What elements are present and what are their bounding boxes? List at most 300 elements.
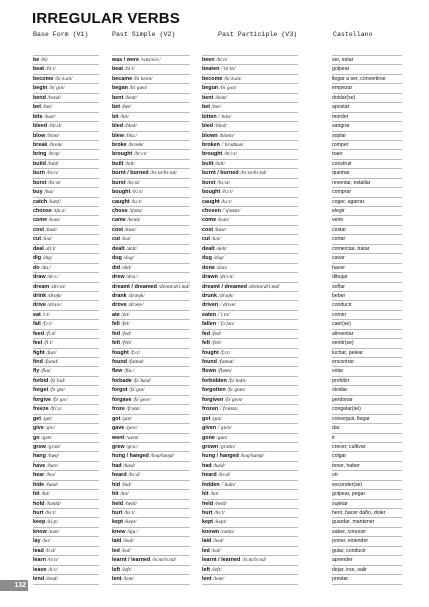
verb-cell-v3 bbox=[202, 141, 298, 150]
verb-cell-v3 bbox=[202, 377, 298, 386]
verb-cell-v2 bbox=[112, 500, 190, 509]
spanish-translation: ser, estar bbox=[332, 56, 402, 65]
phonetic-transcription: /dremt/driːmd/ bbox=[158, 283, 190, 290]
verb-form: caught bbox=[112, 198, 130, 205]
verb-form: bled bbox=[202, 123, 214, 130]
phonetic-transcription: /hɜːt/ bbox=[123, 510, 135, 516]
phonetic-transcription: /fel/ bbox=[121, 321, 130, 328]
verb-form: deal bbox=[33, 245, 44, 252]
spanish-translation: comer bbox=[332, 311, 402, 320]
phonetic-transcription: /fəˈbæd/ bbox=[133, 377, 151, 384]
verb-form: laid bbox=[202, 538, 212, 545]
verb-form: go bbox=[33, 434, 40, 441]
verb-cell-v3 bbox=[202, 273, 298, 282]
verb-cell-v2 bbox=[112, 528, 190, 537]
verb-form: cost bbox=[33, 226, 45, 233]
phonetic-transcription: /hɪə/ bbox=[45, 472, 56, 479]
phonetic-transcription: /ˈiːtn/ bbox=[217, 311, 230, 318]
verb-cell-v3 bbox=[202, 443, 298, 452]
verb-form: cost bbox=[202, 226, 214, 233]
verb-cell-v1 bbox=[33, 537, 99, 546]
spanish-translation: esconder(se) bbox=[332, 481, 402, 490]
verb-cell-v3 bbox=[202, 509, 298, 518]
verb-cell-v2 bbox=[112, 509, 190, 518]
verb-cell-v2 bbox=[112, 103, 190, 112]
verb-form: built bbox=[112, 160, 124, 167]
verb-cell-v2 bbox=[112, 188, 190, 197]
verb-form: drawn bbox=[202, 274, 218, 281]
phonetic-transcription: /kʌt/ bbox=[121, 236, 131, 243]
verb-form: burnt / burned bbox=[112, 170, 149, 177]
verb-cell-v1 bbox=[33, 160, 99, 169]
verb-cell-v2 bbox=[112, 56, 190, 65]
verb-cell-v1 bbox=[33, 141, 99, 150]
verb-cell-v3 bbox=[202, 216, 298, 225]
verb-form: went bbox=[112, 434, 125, 441]
verb-form: dig bbox=[33, 255, 42, 262]
verb-cell-v2 bbox=[112, 386, 190, 395]
spanish-translation: aprender bbox=[332, 556, 402, 565]
verb-form: begin bbox=[33, 85, 48, 92]
phonetic-transcription: /bɜːnt/bɜːnd/ bbox=[150, 170, 177, 177]
verb-cell-v3 bbox=[202, 518, 298, 527]
phonetic-transcription: /drɔː/ bbox=[47, 274, 59, 281]
verb-cell-v1 bbox=[33, 113, 99, 122]
phonetic-transcription: /brɔːt/ bbox=[223, 151, 238, 158]
verb-form: bleed bbox=[33, 123, 48, 130]
verb-cell-v2 bbox=[112, 179, 190, 188]
verb-form: forgive bbox=[33, 396, 51, 403]
verb-cell-v3 bbox=[202, 122, 298, 131]
verb-form: drunk bbox=[202, 292, 217, 299]
verb-form: freeze bbox=[33, 406, 49, 413]
verb-cell-v3 bbox=[202, 386, 298, 395]
phonetic-transcription: /bɜːst/ bbox=[126, 179, 140, 186]
phonetic-transcription: /fəˈɡɒtn/ bbox=[227, 387, 246, 394]
verb-form: came bbox=[112, 217, 126, 224]
verb-cell-v3 bbox=[202, 283, 298, 292]
spanish-translation: perdonar bbox=[332, 396, 402, 405]
phonetic-transcription: /friːz/ bbox=[50, 406, 62, 413]
phonetic-transcription: /biːn/ bbox=[216, 57, 228, 63]
phonetic-transcription: /bɪˈɡʌn/ bbox=[219, 85, 237, 92]
verb-cell-v1 bbox=[33, 415, 99, 424]
verb-cell-v3 bbox=[202, 367, 298, 376]
phonetic-transcription: /bet/ bbox=[42, 104, 53, 111]
verb-form: lent bbox=[202, 576, 212, 583]
verb-cell-v1 bbox=[33, 56, 99, 65]
verb-form: burst bbox=[202, 179, 216, 186]
verb-form: gave bbox=[112, 425, 125, 432]
verb-form: learn bbox=[33, 557, 46, 564]
spanish-translation: prohibir bbox=[332, 377, 402, 386]
spanish-translation: dejar, irse, salir bbox=[332, 566, 402, 575]
verb-cell-v3 bbox=[202, 254, 298, 263]
verb-form: became bbox=[112, 75, 133, 82]
phonetic-transcription: /fɔːl/ bbox=[42, 321, 53, 328]
verb-cell-v1 bbox=[33, 556, 99, 565]
verb-cell-v3 bbox=[202, 226, 298, 235]
verb-cell-v2 bbox=[112, 556, 190, 565]
verb-form: got bbox=[112, 415, 121, 422]
verb-form: lend bbox=[33, 576, 45, 583]
verb-cell-v2 bbox=[112, 575, 190, 584]
phonetic-transcription: /bɪˈɡæn/ bbox=[129, 85, 148, 92]
verb-cell-v1 bbox=[33, 94, 99, 103]
verb-form: fight bbox=[33, 349, 45, 356]
verb-cell-v2 bbox=[112, 367, 190, 376]
verb-cell-v1 bbox=[33, 518, 99, 527]
verb-form: chose bbox=[112, 208, 128, 214]
verb-form: become bbox=[202, 75, 223, 82]
phonetic-transcription: /bet/ bbox=[211, 104, 222, 111]
phonetic-transcription: /brɔːt/ bbox=[133, 151, 148, 158]
phonetic-transcription: /ɡɪv/ bbox=[45, 425, 55, 432]
header-spanish: Castellano bbox=[333, 31, 373, 38]
spanish-translation: traer bbox=[332, 150, 402, 159]
spanish-translation: poner, extender bbox=[332, 537, 402, 546]
verb-cell-v3 bbox=[202, 198, 298, 207]
verb-cell-v3 bbox=[202, 132, 298, 141]
verb-form: hurt bbox=[33, 510, 44, 516]
verb-form: brought bbox=[202, 151, 223, 158]
verb-cell-v2 bbox=[112, 207, 190, 216]
phonetic-transcription: /hæd/ bbox=[123, 462, 136, 469]
phonetic-transcription: /bent/ bbox=[214, 94, 228, 101]
verb-cell-v3 bbox=[202, 311, 298, 320]
verb-form: eat bbox=[33, 311, 41, 318]
phonetic-transcription: /bɪld/ bbox=[47, 160, 59, 167]
verb-form: feed bbox=[33, 330, 45, 337]
verb-cell-v1 bbox=[33, 386, 99, 395]
verb-form: come bbox=[202, 217, 217, 224]
column-spanish bbox=[332, 56, 402, 585]
verb-cell-v3 bbox=[202, 490, 298, 499]
spanish-translation: golpear bbox=[332, 65, 402, 74]
phonetic-transcription: /hɜːd/ bbox=[128, 472, 141, 479]
verb-cell-v1 bbox=[33, 122, 99, 131]
verb-form: buy bbox=[33, 189, 43, 196]
verb-form: had bbox=[202, 462, 212, 469]
verb-cell-v2 bbox=[112, 481, 190, 490]
phonetic-transcription: /bled/ bbox=[214, 123, 227, 130]
verb-form: fed bbox=[202, 330, 211, 337]
verb-cell-v2 bbox=[112, 75, 190, 84]
verb-form: burst bbox=[112, 179, 126, 186]
verb-cell-v1 bbox=[33, 179, 99, 188]
phonetic-transcription: /bɜːn/ bbox=[46, 170, 59, 177]
verb-form: bled bbox=[112, 123, 124, 130]
verb-cell-v2 bbox=[112, 132, 190, 141]
verb-form: hurt bbox=[112, 510, 123, 516]
verb-form: fly bbox=[33, 368, 40, 375]
verb-form: led bbox=[202, 547, 210, 554]
verb-cell-v1 bbox=[33, 434, 99, 443]
verb-cell-v1 bbox=[33, 339, 99, 348]
verb-form: beat bbox=[33, 66, 45, 73]
phonetic-transcription: /bled/ bbox=[124, 123, 137, 130]
verb-form: hear bbox=[33, 472, 45, 479]
phonetic-transcription: /bɪˈkʌm/ bbox=[223, 75, 242, 82]
phonetic-transcription: /fiːl/ bbox=[43, 340, 53, 347]
verb-form: bitten bbox=[202, 113, 217, 120]
verb-cell-v1 bbox=[33, 254, 99, 263]
verb-cell-v1 bbox=[33, 103, 99, 112]
verb-cell-v2 bbox=[112, 349, 190, 358]
verb-cell-v2 bbox=[112, 113, 190, 122]
verb-form: forbade bbox=[112, 377, 132, 384]
phonetic-transcription: /led/ bbox=[211, 547, 221, 554]
phonetic-transcription: /ˈɡɪvn/ bbox=[217, 425, 232, 432]
phonetic-transcription: /ɡrəʊ/ bbox=[47, 443, 61, 450]
phonetic-transcription: /fɔːt/ bbox=[220, 349, 231, 356]
phonetic-transcription: /breɪk/ bbox=[48, 141, 63, 148]
spanish-translation: dar bbox=[332, 424, 402, 433]
verb-form: bite bbox=[33, 113, 43, 120]
phonetic-transcription: /ɡet/ bbox=[42, 415, 53, 422]
verb-form: leave bbox=[33, 566, 47, 573]
phonetic-transcription: /wɒz/wɜː/ bbox=[140, 57, 161, 63]
verb-form: dream bbox=[33, 283, 50, 290]
spanish-translation: hacer bbox=[332, 264, 402, 273]
phonetic-transcription: /leɪ/ bbox=[42, 538, 51, 545]
verb-cell-v1 bbox=[33, 547, 99, 556]
verb-cell-v1 bbox=[33, 481, 99, 490]
verb-form: was / were bbox=[112, 57, 139, 63]
spanish-translation: venir bbox=[332, 216, 402, 225]
verb-cell-v3 bbox=[202, 424, 298, 433]
verb-cell-v2 bbox=[112, 264, 190, 273]
verb-cell-v3 bbox=[202, 471, 298, 480]
verb-cell-v1 bbox=[33, 292, 99, 301]
spanish-translation: guiar, conducir bbox=[332, 547, 402, 556]
verb-form: fought bbox=[202, 349, 219, 356]
spanish-translation: costar bbox=[332, 226, 402, 235]
spanish-translation: crecer, cultivar bbox=[332, 443, 402, 452]
phonetic-transcription: /ˈdrɪvn/ bbox=[219, 302, 236, 309]
verb-form: drive bbox=[33, 302, 46, 309]
verb-cell-v1 bbox=[33, 188, 99, 197]
phonetic-transcription: /fləʊn/ bbox=[217, 368, 232, 375]
spanish-translation: cortar bbox=[332, 235, 402, 244]
verb-form: found bbox=[112, 359, 127, 365]
phonetic-transcription: /brəʊk/ bbox=[128, 141, 144, 148]
spanish-translation: tener, haber bbox=[332, 462, 402, 471]
verb-cell-v2 bbox=[112, 198, 190, 207]
verb-cell-v2 bbox=[112, 160, 190, 169]
spanish-translation: reventar, estallar bbox=[332, 179, 402, 188]
verb-cell-v1 bbox=[33, 235, 99, 244]
phonetic-transcription: /leɪd/ bbox=[122, 538, 134, 545]
phonetic-transcription: /hɪd/ bbox=[121, 481, 132, 488]
spanish-translation: doblar(se) bbox=[332, 94, 402, 103]
phonetic-transcription: /bləʊ/ bbox=[46, 132, 60, 139]
verb-cell-v3 bbox=[202, 339, 298, 348]
verb-form: fell bbox=[112, 321, 120, 328]
phonetic-transcription: /bɪˈkʌm/ bbox=[54, 75, 73, 82]
phonetic-transcription: /dræŋk/ bbox=[128, 292, 145, 299]
verb-cell-v1 bbox=[33, 75, 99, 84]
phonetic-transcription: /fed/ bbox=[121, 330, 132, 337]
verb-cell-v3 bbox=[202, 320, 298, 329]
phonetic-transcription: /bɪt/ bbox=[120, 113, 129, 120]
phonetic-transcription: /drəʊv/ bbox=[128, 302, 144, 309]
verb-cell-v1 bbox=[33, 320, 99, 329]
spanish-translation: quemar bbox=[332, 169, 402, 178]
phonetic-transcription: /kept/ bbox=[124, 519, 137, 526]
verb-cell-v3 bbox=[202, 500, 298, 509]
verb-form: cut bbox=[112, 236, 121, 243]
phonetic-transcription: /druː/ bbox=[126, 274, 139, 281]
verb-form: eaten bbox=[202, 311, 217, 318]
verb-cell-v1 bbox=[33, 245, 99, 254]
verb-form: bend bbox=[33, 94, 46, 101]
phonetic-transcription: /bɪˈɡɪn/ bbox=[48, 85, 65, 92]
phonetic-transcription: /lend/ bbox=[45, 576, 58, 583]
verb-cell-v2 bbox=[112, 358, 190, 367]
verb-cell-v2 bbox=[112, 396, 190, 405]
verb-form: dealt bbox=[112, 245, 125, 252]
verb-cell-v1 bbox=[33, 490, 99, 499]
verb-form: choose bbox=[33, 208, 52, 214]
verb-cell-v3 bbox=[202, 452, 298, 461]
verb-form: hid bbox=[112, 481, 121, 488]
page-title: IRREGULAR VERBS bbox=[32, 10, 181, 27]
verb-form: felt bbox=[112, 340, 121, 347]
verb-form: learnt / learned bbox=[202, 557, 241, 564]
verb-form: hung / hanged bbox=[202, 453, 239, 460]
phonetic-transcription: /fiːd/ bbox=[45, 330, 56, 337]
verb-form: flew bbox=[112, 368, 123, 375]
phonetic-transcription: /hæd/ bbox=[213, 462, 226, 469]
spanish-translation: conducir bbox=[332, 301, 402, 310]
verb-cell-v3 bbox=[202, 160, 298, 169]
verb-cell-v1 bbox=[33, 216, 99, 225]
verb-cell-v3 bbox=[202, 528, 298, 537]
verb-cell-v1 bbox=[33, 84, 99, 93]
verb-form: come bbox=[33, 217, 48, 224]
verb-cell-v2 bbox=[112, 547, 190, 556]
column-past-participle bbox=[202, 56, 298, 585]
phonetic-transcription: /leɪd/ bbox=[212, 538, 224, 545]
verb-cell-v3 bbox=[202, 245, 298, 254]
spanish-translation: empezar bbox=[332, 84, 402, 93]
spanish-translation: apostar bbox=[332, 103, 402, 112]
verb-form: fallen bbox=[202, 321, 217, 328]
phonetic-transcription: /held/ bbox=[124, 500, 137, 507]
phonetic-transcription: /lɜːnt/lɜːnd/ bbox=[241, 557, 267, 564]
phonetic-transcription: /nəʊn/ bbox=[220, 528, 235, 535]
verb-form: lent bbox=[112, 576, 122, 583]
verb-form: laid bbox=[112, 538, 122, 545]
phonetic-transcription: /drɪŋk/ bbox=[47, 292, 62, 299]
phonetic-transcription: /kʌt/ bbox=[211, 236, 221, 243]
phonetic-transcription: /liːd/ bbox=[45, 547, 56, 554]
verb-form: broke bbox=[112, 141, 127, 148]
phonetic-transcription: /fəˈɡeɪv/ bbox=[132, 396, 151, 403]
phonetic-transcription: /tʃəʊz/ bbox=[129, 208, 143, 214]
phonetic-transcription: /frəʊz/ bbox=[126, 406, 141, 413]
verb-form: forget bbox=[33, 387, 49, 394]
phonetic-transcription: /led/ bbox=[121, 547, 131, 554]
phonetic-transcription: /kept/ bbox=[214, 519, 227, 526]
verb-form: found bbox=[202, 359, 217, 365]
verb-cell-v2 bbox=[112, 339, 190, 348]
phonetic-transcription: /bɜːst/ bbox=[216, 179, 230, 186]
phonetic-transcription: /ˈbiːtn/ bbox=[220, 66, 236, 73]
verb-form: blow bbox=[33, 132, 46, 139]
verb-cell-v3 bbox=[202, 434, 298, 443]
verb-cell-v1 bbox=[33, 264, 99, 273]
verb-form: heard bbox=[202, 472, 217, 479]
verb-form: frozen bbox=[202, 406, 219, 413]
phonetic-transcription: /hæv/ bbox=[46, 462, 59, 469]
spanish-translation: golpear, pegar bbox=[332, 490, 402, 499]
phonetic-transcription: /kʌm/ bbox=[48, 217, 61, 224]
verb-cell-v3 bbox=[202, 150, 298, 159]
phonetic-transcription: /hɜːd/ bbox=[218, 472, 231, 479]
phonetic-transcription: /haɪd/ bbox=[45, 481, 59, 488]
verb-form: fed bbox=[112, 330, 121, 337]
verb-cell-v2 bbox=[112, 273, 190, 282]
verb-cell-v1 bbox=[33, 150, 99, 159]
phonetic-transcription: /hɜːt/ bbox=[44, 510, 56, 516]
verb-form: hit bbox=[33, 491, 40, 498]
spanish-translation: olvidar bbox=[332, 386, 402, 395]
phonetic-transcription: /bɪlt/ bbox=[214, 160, 226, 167]
phonetic-transcription: /hʌŋ/hæŋd/ bbox=[150, 453, 175, 460]
phonetic-transcription: /bɔːt/ bbox=[131, 189, 143, 196]
verb-form: been bbox=[202, 57, 215, 63]
column-past-simple bbox=[112, 56, 190, 585]
verb-form: bet bbox=[33, 104, 42, 111]
spanish-translation: sangrar bbox=[332, 122, 402, 131]
spanish-translation: beber bbox=[332, 292, 402, 301]
verb-cell-v2 bbox=[112, 320, 190, 329]
verb-form: bent bbox=[112, 94, 124, 101]
verb-form: bring bbox=[33, 151, 47, 158]
verb-cell-v1 bbox=[33, 65, 99, 74]
verb-cell-v2 bbox=[112, 415, 190, 424]
verb-form: had bbox=[112, 462, 122, 469]
phonetic-transcription: /kɒst/ bbox=[45, 226, 58, 233]
verb-cell-v3 bbox=[202, 330, 298, 339]
phonetic-transcription: /ɡɒt/ bbox=[121, 415, 132, 422]
verb-cell-v3 bbox=[202, 481, 298, 490]
phonetic-transcription: /went/ bbox=[125, 434, 139, 441]
verb-form: dug bbox=[202, 255, 212, 262]
verb-cell-v1 bbox=[33, 452, 99, 461]
spanish-translation: alimentar bbox=[332, 330, 402, 339]
spanish-translation: sujetar bbox=[332, 500, 402, 509]
verb-form: broken bbox=[202, 141, 220, 148]
phonetic-transcription: /kʌm/ bbox=[217, 217, 230, 224]
verb-cell-v2 bbox=[112, 65, 190, 74]
verb-cell-v2 bbox=[112, 518, 190, 527]
verb-form: get bbox=[33, 415, 42, 422]
phonetic-transcription: /tʃuːz/ bbox=[53, 208, 66, 214]
phonetic-transcription: /biːt/ bbox=[124, 66, 135, 73]
verb-cell-v2 bbox=[112, 377, 190, 386]
verb-form: did bbox=[112, 264, 121, 271]
verb-cell-v1 bbox=[33, 471, 99, 480]
verb-form: build bbox=[33, 160, 46, 167]
verb-form: keep bbox=[33, 519, 46, 526]
spanish-translation: construir bbox=[332, 160, 402, 169]
verb-cell-v1 bbox=[33, 226, 99, 235]
verb-cell-v2 bbox=[112, 443, 190, 452]
phonetic-transcription: /bliːd/ bbox=[48, 123, 62, 130]
